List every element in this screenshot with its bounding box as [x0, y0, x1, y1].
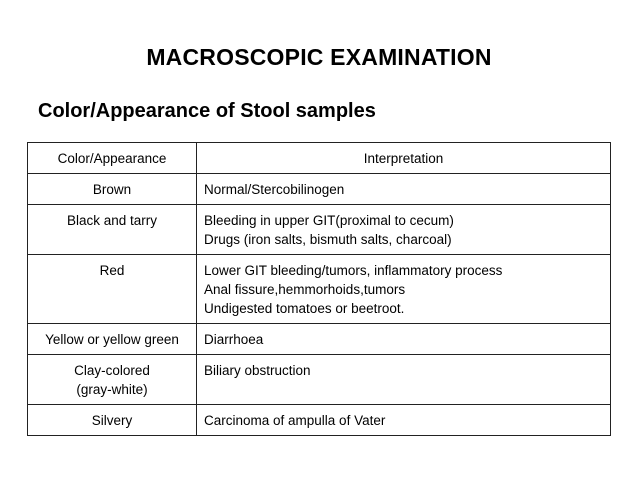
cell-line: Silvery [91, 413, 133, 428]
stool-color-table [27, 142, 611, 436]
table-row [28, 324, 611, 355]
cell-interpretation [197, 174, 611, 205]
cell-line: Normal/Stercobilinogen [204, 182, 345, 197]
cell-color [28, 324, 197, 355]
cell-color [28, 174, 197, 205]
header-interpretation: Interpretation [197, 143, 611, 174]
cell-interpretation [197, 255, 611, 324]
cell-line: Biliary obstruction [204, 363, 311, 378]
table-row [28, 174, 611, 205]
table-row [28, 355, 611, 405]
cell-line: Lower GIT bleeding/tumors, inflammatory process [204, 263, 503, 278]
cell-line: Anal fissure,hemmorhoids,tumors [204, 282, 406, 297]
cell-line: Brown [92, 182, 132, 197]
cell-color [28, 255, 197, 324]
cell-line: Diarrhoea [204, 332, 264, 347]
cell-line: Red [99, 263, 125, 278]
cell-line: Black and tarry [66, 213, 158, 228]
cell-interpretation [197, 405, 611, 436]
cell-line: Carcinoma of ampulla of Vater [204, 413, 386, 428]
cell-line: Clay-colored [74, 363, 150, 378]
table-row [28, 255, 611, 324]
cell-interpretation [197, 205, 611, 255]
header-color-appearance: Color/Appearance [28, 143, 197, 174]
cell-line: (gray-white) [76, 382, 148, 397]
table-row [28, 205, 611, 255]
cell-color [28, 405, 197, 436]
table-row [28, 405, 611, 436]
cell-line: Drugs (iron salts, bismuth salts, charcoal) [204, 232, 452, 247]
slide-subtitle: Color/Appearance of Stool samples [38, 100, 376, 122]
cell-line: Bleeding in upper GIT(proximal to cecum) [204, 213, 454, 228]
cell-color [28, 205, 197, 255]
slide-title: MACROSCOPIC EXAMINATION [146, 44, 492, 70]
table-header-row [28, 143, 611, 174]
cell-line: Undigested tomatoes or beetroot. [204, 301, 405, 316]
cell-interpretation [197, 324, 611, 355]
cell-interpretation [197, 355, 611, 405]
cell-line: Yellow or yellow green [45, 332, 179, 347]
cell-color [28, 355, 197, 405]
